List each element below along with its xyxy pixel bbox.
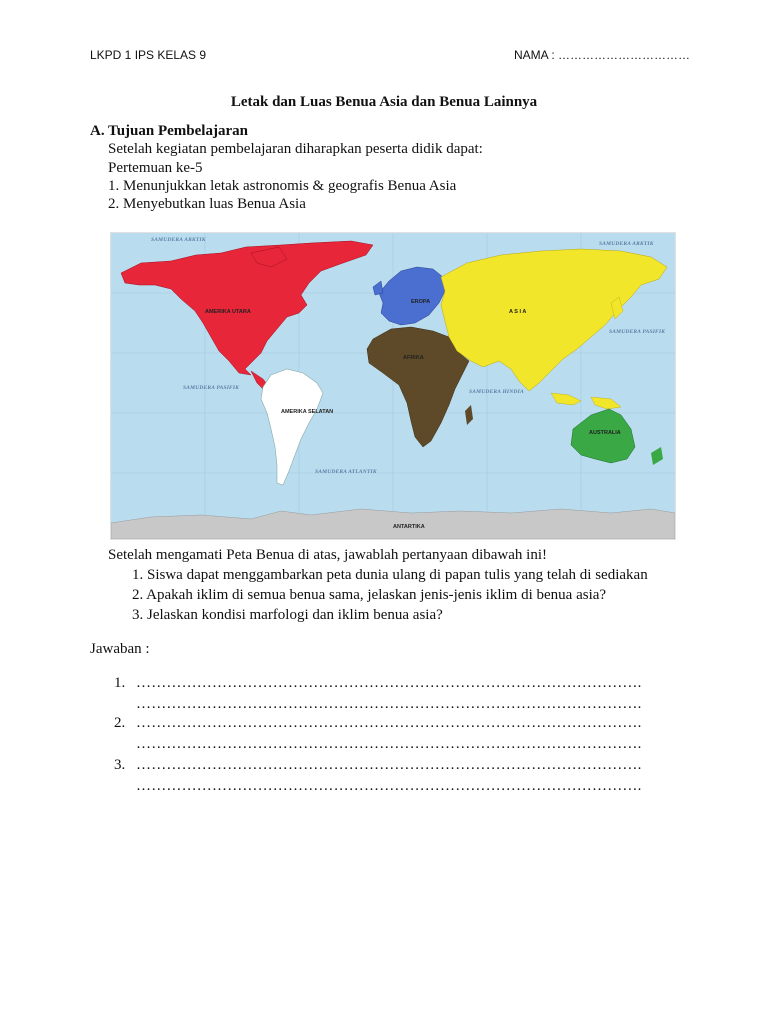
world-continents-map — [110, 232, 676, 540]
answer-line-1a: ………………………………………………………………………………………. — [136, 675, 642, 691]
answer-line-2a: ………………………………………………………………………………………. — [136, 715, 642, 731]
label-atlantic: SAMUDERA ATLANTIK — [315, 469, 377, 475]
world-map-svg — [111, 233, 675, 539]
answer-number-2: 2. — [114, 715, 126, 731]
label-indian-ocean: SAMUDERA HINDIA — [469, 389, 524, 395]
meeting-label: Pertemuan ke-5 — [108, 160, 203, 176]
goal-item-1: 1. Menunjukkan letak astronomis & geografis Benua Asia — [108, 178, 457, 194]
label-antarctica: ANTARTIKA — [393, 524, 425, 530]
questions-intro: Setelah mengamati Peta Benua di atas, jawablah pertanyaan dibawah ini! — [108, 547, 548, 563]
label-asia: A S I A — [509, 309, 527, 315]
answer-number-1: 1. — [114, 675, 126, 691]
label-arctic-left: SAMUDERA ARKTIK — [151, 237, 206, 243]
answer-line-2b: ………………………………………………………………………………………. — [136, 736, 642, 752]
label-arctic-right: SAMUDERA ARKTIK — [599, 241, 654, 247]
label-south-america: AMERIKA SELATAN — [281, 409, 334, 415]
answer-number-3: 3. — [114, 757, 126, 773]
header-class-label: LKPD 1 IPS KELAS 9 — [90, 48, 207, 62]
answer-line-1b: ………………………………………………………………………………………. — [136, 696, 642, 712]
section-a-heading: A. Tujuan Pembelajaran — [90, 123, 248, 139]
label-pacific-right: SAMUDERA PASIFIK — [609, 329, 666, 335]
header-name-field: NAMA : …………………………… — [514, 48, 691, 62]
goal-item-2: 2. Menyebutkan luas Benua Asia — [108, 196, 306, 212]
question-item-1: 1. Siswa dapat menggambarkan peta dunia ulang di papan tulis yang telah di sediakan — [132, 567, 648, 583]
document-title: Letak dan Luas Benua Asia dan Benua Lainnya — [230, 94, 538, 110]
question-item-3: 3. Jelaskan kondisi marfologi dan iklim benua asia? — [132, 607, 443, 623]
answer-line-3a: ………………………………………………………………………………………. — [136, 757, 642, 773]
label-africa: AFRIKA — [403, 355, 424, 361]
answer-line-3b: ………………………………………………………………………………………. — [136, 778, 642, 794]
question-item-2: 2. Apakah iklim di semua benua sama, jelaskan jenis-jenis iklim di benua asia? — [132, 587, 607, 603]
section-a-intro: Setelah kegiatan pembelajaran diharapkan peserta didik dapat: — [108, 141, 483, 157]
label-europe: EROPA — [411, 299, 431, 305]
answer-label: Jawaban : — [90, 641, 150, 657]
label-pacific-left: SAMUDERA PASIFIK — [183, 385, 240, 391]
label-australia: AUSTRALIA — [589, 430, 621, 436]
label-north-america: AMERIKA UTARA — [205, 309, 251, 315]
